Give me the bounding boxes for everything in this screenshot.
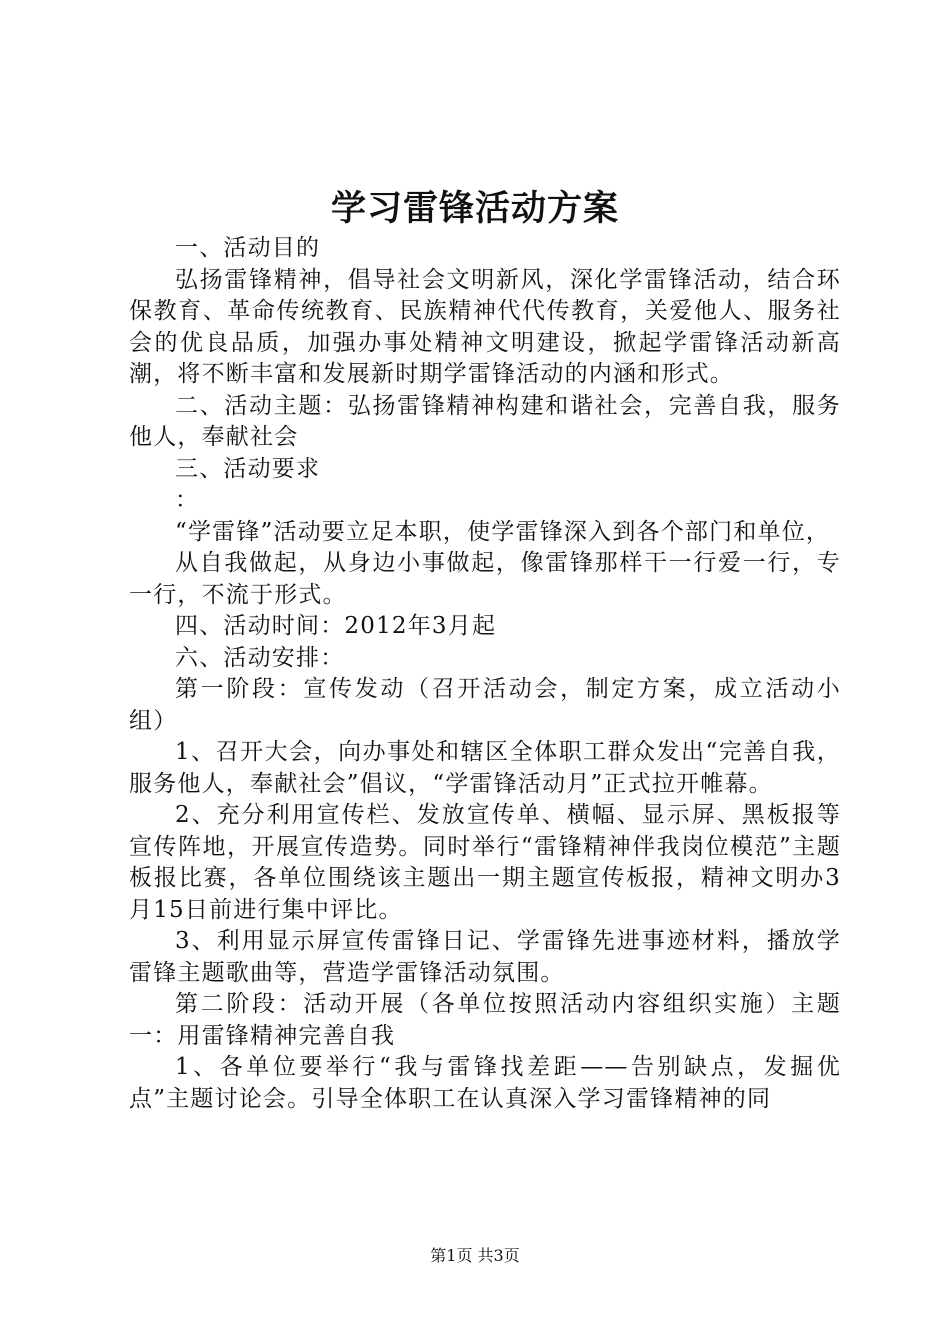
paragraph: 1、召开大会，向办事处和辖区全体职工群众发出“完善自我，服务他人，奉献社会”倡议，“学雷锋活动月”正式拉开帷幕。 bbox=[129, 739, 841, 797]
paragraph: 三、活动要求 bbox=[175, 455, 321, 482]
paragraph: 一、活动目的 bbox=[175, 235, 321, 261]
paragraph: 六、活动安排： bbox=[175, 644, 345, 671]
paragraph: ： bbox=[175, 487, 200, 513]
paragraph: 3、利用显示屏宣传雷锋日记、学雷锋先进事迹材料，播放学雷锋主题歌曲等，营造学雷锋活动氛围。 bbox=[129, 928, 841, 986]
document-body bbox=[129, 233, 841, 1115]
paragraph: 二、活动主题：弘扬雷锋精神构建和谐社会，完善自我，服务他人，奉献社会 bbox=[129, 392, 841, 450]
paragraph: 1、各单位要举行“我与雷锋找差距——告别缺点，发掘优点”主题讨论会。引导全体职工在认真深入学习雷锋精神的同 bbox=[129, 1054, 841, 1112]
paragraph: 弘扬雷锋精神，倡导社会文明新风，深化学雷锋活动，结合环保教育、革命传统教育、民族精神代代传教育，关爱他人、服务社会的优良品质，加强办事处精神文明建设，掀起学雷锋活动新高潮，将不断丰富和发展新时期学雷锋活动的内涵和形式。 bbox=[129, 266, 841, 387]
page-footer: 第1页 共3页 bbox=[430, 1246, 520, 1265]
document-title: 学习雷锋活动方案 bbox=[330, 188, 619, 229]
paragraph: 从自我做起，从身边小事做起，像雷锋那样干一行爱一行，专一行，不流于形式。 bbox=[129, 550, 841, 608]
paragraph: 第二阶段：活动开展（各单位按照活动内容组织实施）主题一：用雷锋精神完善自我 bbox=[129, 991, 841, 1049]
paragraph: 四、活动时间：2012年3月起 bbox=[175, 613, 497, 639]
paragraph: 2、充分利用宣传栏、发放宣传单、横幅、显示屏、黑板报等宣传阵地，开展宣传造势。同时举行“雷锋精神伴我岗位模范”主题板报比赛，各单位围绕该主题出一期主题宣传板报，精神文明办3月15日前进行集中评比。 bbox=[129, 802, 841, 923]
paragraph: 第一阶段：宣传发动（召开活动会，制定方案，成立活动小组） bbox=[129, 676, 841, 734]
paragraph: “学雷锋”活动要立足本职，使学雷锋深入到各个部门和单位， bbox=[175, 518, 831, 545]
